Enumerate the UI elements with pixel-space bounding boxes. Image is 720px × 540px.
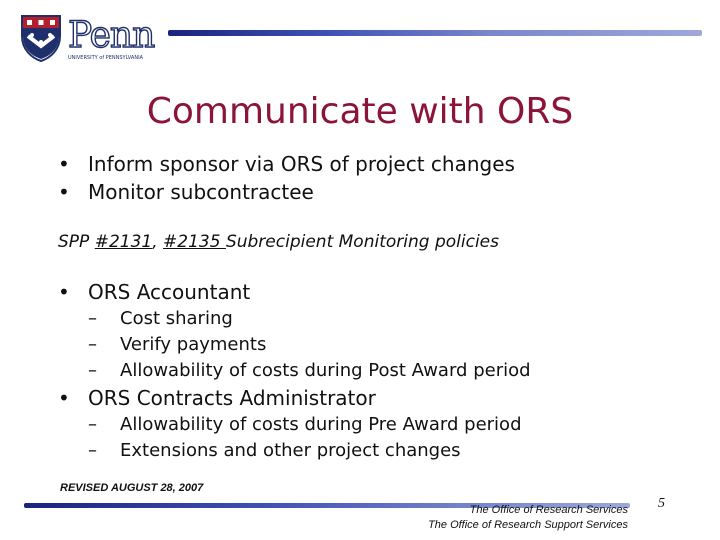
dash-icon: – [88,334,97,355]
sub-list-item [88,438,531,464]
bullet-icon: • [58,180,70,204]
list-item [58,178,515,206]
penn-logo [20,14,160,62]
policy-link-2131[interactable]: #2131 [94,232,153,252]
sub-item-text: Allowability of costs during Post Award period [120,360,531,381]
spp-separator: , [152,232,164,252]
sub-item-text: Extensions and other project changes [120,440,461,461]
page-number: 5 [658,496,665,511]
top-bullet-list [58,150,515,206]
dash-icon: – [88,414,97,435]
list-item [58,150,515,178]
list-item [58,278,531,306]
header-rule [168,30,702,36]
sub-item-text: Verify payments [120,334,267,355]
sub-list-item [88,358,531,384]
dash-icon: – [88,360,97,381]
accountant-sub-list [58,306,531,384]
sub-list-container [58,412,531,464]
penn-shield-icon [20,14,62,62]
spp-policy-line [58,230,499,254]
sub-item-text: Cost sharing [120,308,233,329]
sub-list-item [88,332,531,358]
revised-date: REVISED AUGUST 28, 2007 [60,482,204,494]
bullet-text: Inform sponsor via ORS of project changes [88,152,515,176]
bullet-text: Monitor subcontractee [88,180,314,204]
list-item [58,384,531,412]
spp-suffix: Subrecipient Monitoring policies [225,232,499,252]
bullet-icon: • [58,280,70,304]
sub-item-text: Allowability of costs during Pre Award period [120,414,522,435]
spp-prefix: SPP [58,232,95,252]
section-label-accountant: ORS Accountant [88,280,251,304]
logo-wordmark: Penn [68,15,155,56]
bullet-icon: • [58,152,70,176]
sub-list-item [88,412,531,438]
footer-office-support-name: The Office of Research Support Services [428,519,628,531]
policy-link-2135[interactable]: #2135 [163,232,226,252]
role-bullet-list [58,278,531,464]
section-label-contracts-admin: ORS Contracts Administrator [88,386,376,410]
slide-title: Communicate with ORS [146,91,574,132]
logo-subtitle: UNIVERSITY of PENNSYLVANIA [68,55,143,61]
dash-icon: – [88,308,97,329]
footer-office-name: The Office of Research Services [469,504,628,516]
dash-icon: – [88,440,97,461]
sub-list-item [88,306,531,332]
contracts-admin-sub-list [58,412,531,464]
bullet-icon: • [58,386,70,410]
sub-list-container [58,306,531,384]
